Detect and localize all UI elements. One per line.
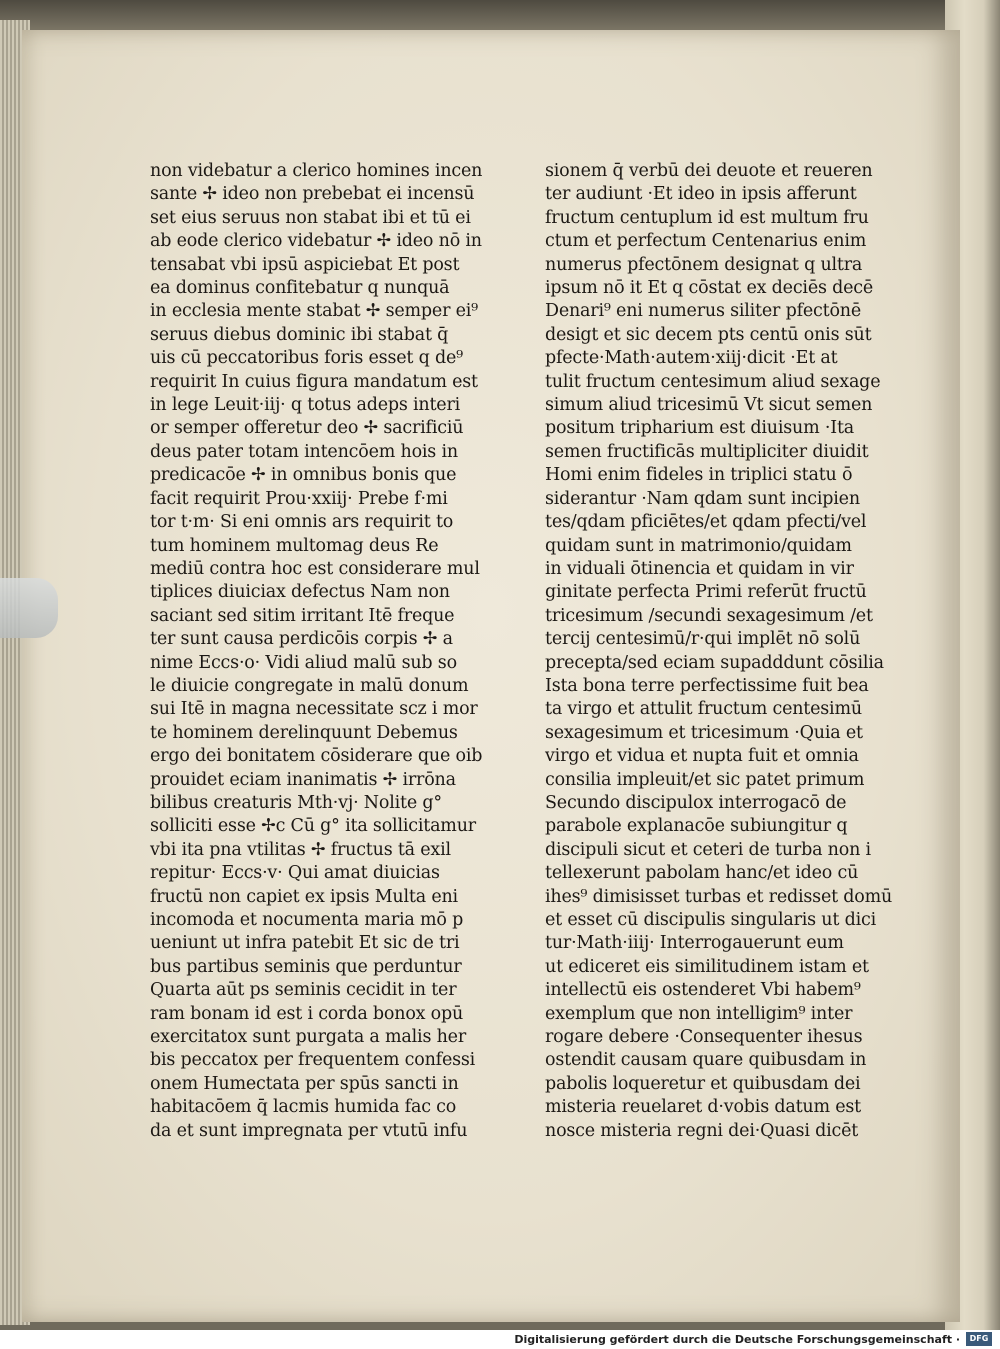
left-column-line: ter sunt causa perdicōis corpis ✢ a bbox=[150, 629, 453, 650]
right-column-line: numerus pfectōnem designat q ultra bbox=[545, 254, 863, 275]
left-column-line: Quarta aūt ps seminis cecidit in ter bbox=[150, 980, 457, 1001]
left-column-line: predicacōe ✢ in omnibus bonis que bbox=[150, 465, 457, 486]
left-column-line: in lege Leuit·iij· q totus adeps interi bbox=[150, 395, 461, 416]
right-column-line: tricesimum /secundi sexagesimum /et bbox=[545, 605, 873, 626]
left-column-line: exercitatox sunt purgata a malis her bbox=[150, 1027, 466, 1048]
left-column-line: non videbatur a clerico homines incen bbox=[150, 161, 483, 181]
right-column-line: ipsum nō it Et q cōstat ex deciēs decē bbox=[545, 278, 874, 299]
left-column-line: ueniunt ut infra patebit Et sic de tri bbox=[150, 933, 460, 954]
left-column-line: seruus diebus dominic ibi stabat q̄ bbox=[150, 324, 449, 345]
left-column-line: saciant sed sitim irritant Itē freque bbox=[150, 605, 455, 626]
left-column-line: te hominem derelinquunt Debemus bbox=[150, 722, 458, 743]
left-column-line: solliciti esse ✢c Cū g° ita sollicitamur bbox=[150, 816, 476, 837]
right-column-line: precepta/sed eciam supadddunt cōsilia bbox=[545, 652, 884, 673]
right-column-line: tur·Math·iiij· Interrogauerunt eum bbox=[545, 933, 844, 954]
left-column-line: or semper offeretur deo ✢ sacrificiū bbox=[150, 418, 464, 439]
right-column-line: Homi enim fideles in triplici statu ō bbox=[545, 465, 853, 486]
right-column-line: consilia impleuit/et sic patet primum bbox=[545, 769, 865, 790]
right-column-line: ctum et perfectum Centenarius enim bbox=[545, 231, 867, 252]
left-column-line: da et sunt impregnata per vtutū infu bbox=[150, 1120, 468, 1141]
right-text-column bbox=[545, 160, 893, 1143]
right-column-line: quidam sunt in matrimonio/quidam bbox=[545, 535, 852, 556]
right-column-line: tellexerunt pabolam hanc/et ideo cū bbox=[545, 863, 859, 884]
left-column-line: le diuicie congregate in malū donum bbox=[150, 675, 469, 696]
right-column-line: tes/qdam pficiētes/et qdam pfecti/vel bbox=[545, 512, 867, 533]
left-column-line: tensabat vbi ipsū aspiciebat Et post bbox=[150, 254, 460, 275]
left-column-line: tor t·m· Si eni omnis ars requirit to bbox=[150, 512, 454, 533]
right-column-line: ut ediceret eis similitudinem istam et bbox=[545, 956, 869, 977]
left-column-line: fructū non capiet ex ipsis Multa eni bbox=[150, 886, 458, 907]
left-column-line: incomoda et nocumenta maria mō p bbox=[150, 910, 464, 930]
left-column-line: ergo dei bonitatem cōsiderare que oib bbox=[150, 746, 483, 767]
right-column-line: desigt et sic decem pts centū onis sūt bbox=[545, 324, 872, 345]
left-column-line: requirit In cuius figura mandatum est bbox=[150, 371, 478, 392]
left-column-line: bilibus creaturis Mth·vj· Nolite g° bbox=[150, 792, 442, 813]
left-column-line: ram bonam id est i corda bonox opū bbox=[150, 1003, 464, 1024]
left-column-line: bus partibus seminis que perduntur bbox=[150, 956, 462, 977]
left-column-line: mediū contra hoc est considerare mul bbox=[150, 558, 480, 579]
right-column-line: ginitate perfecta Primi referūt fructū bbox=[545, 582, 867, 603]
right-column-line: Denari⁹ eni numerus siliter pfectōnē bbox=[545, 301, 862, 322]
right-column-line: parabole explanacōe subiungitur q bbox=[545, 816, 848, 837]
left-column-line: prouidet eciam inanimatis ✢ irrōna bbox=[150, 769, 456, 790]
left-column-line: sui Itē in magna necessitate scz i mor bbox=[150, 699, 478, 720]
left-column-line: vbi ita pna vtilitas ✢ fructus tā exil bbox=[150, 839, 451, 860]
left-column-line: nime Eccs·o· Vidi aliud malū sub so bbox=[150, 652, 457, 673]
left-column-line: tiplices diuiciax defectus Nam non bbox=[150, 582, 450, 603]
right-column-line: ta virgo et attulit fructum centesimū bbox=[545, 699, 862, 720]
right-column-line: Secundo discipulox interrogacō de bbox=[545, 792, 847, 813]
right-column-line: Ista bona terre perfectissime fuit bea bbox=[545, 675, 869, 696]
right-column-line: ostendit causam quare quibusdam in bbox=[545, 1050, 867, 1071]
right-column-line: semen fructificās multipliciter diuidit bbox=[545, 441, 869, 462]
right-column-line: sexagesimum et tricesimum ·Quia et bbox=[545, 722, 863, 743]
left-column-line: repitur· Eccs·v· Qui amat diuicias bbox=[150, 863, 440, 884]
right-column-line: in viduali ōtinencia et quidam in vir bbox=[545, 558, 854, 579]
right-column-line: pabolis loqueretur et quibusdam dei bbox=[545, 1073, 861, 1094]
left-column-line: uis cū peccatoribus foris esset q de⁹ bbox=[150, 348, 463, 369]
left-column-line: deus pater totam intencōem hois in bbox=[150, 441, 458, 462]
right-column-line: misteria reuelaret d·vobis datum est bbox=[545, 1097, 862, 1118]
right-column-line: sionem q̄ verbū dei deuote et reueren bbox=[545, 161, 873, 181]
right-column-line: positum tripharium est diuisum ·Ita bbox=[545, 418, 855, 439]
right-column-line: tulit fructum centesimum aliud sexage bbox=[545, 371, 881, 392]
left-column-line: sante ✢ ideo non prebebat ei incensū bbox=[150, 184, 475, 205]
right-column-line: exemplum que non intelligim⁹ inter bbox=[545, 1003, 853, 1024]
right-column-line: siderantur ·Nam qdam sunt incipien bbox=[545, 488, 860, 509]
left-column-line: bis peccatox per frequentem confessi bbox=[150, 1050, 476, 1071]
right-column-line: discipuli sicut et ceteri de turba non i bbox=[545, 839, 871, 860]
right-column-line: tercij centesimū/r·qui implēt nō solū bbox=[545, 629, 861, 650]
right-column-line: et esset cū discipulis singularis ut dici bbox=[545, 910, 876, 930]
right-column-line: ter audiunt ·Et ideo in ipsis afferunt bbox=[545, 184, 857, 205]
left-column-line: set eius seruus non stabat ibi et tū ei bbox=[150, 207, 471, 228]
left-column-line: tum hominem multomag deus Re bbox=[150, 535, 439, 556]
page-clip bbox=[0, 578, 58, 638]
right-column-line: nosce misteria regni dei·Quasi dicēt bbox=[545, 1120, 859, 1141]
right-column-line: rogare debere ·Consequenter ihesus bbox=[545, 1027, 863, 1048]
right-column-line: virgo et vidua et nupta fuit et omnia bbox=[545, 746, 859, 767]
right-column-line: fructum centuplum id est multum fru bbox=[545, 207, 869, 228]
right-column-line: simum aliud tricesimū Vt sicut semen bbox=[545, 395, 873, 416]
left-column-line: in ecclesia mente stabat ✢ semper ei⁹ bbox=[150, 301, 478, 322]
digitization-credit: Digitalisierung gefördert durch die Deutsche Forschungsgemeinschaft · bbox=[514, 1333, 960, 1346]
right-column-line: ihes⁹ dimisisset turbas et redisset domū bbox=[545, 886, 893, 907]
left-column-line: ea dominus confitebatur q nunquā bbox=[150, 278, 450, 299]
left-column-line: onem Humectata per spūs sancti in bbox=[150, 1073, 459, 1094]
left-column-line: ab eode clerico videbatur ✢ ideo nō in bbox=[150, 231, 482, 252]
right-column-line: intellectū eis ostenderet Vbi habem⁹ bbox=[545, 980, 861, 1001]
scan-background-top bbox=[0, 0, 1000, 30]
left-text-column bbox=[150, 160, 483, 1143]
dfg-logo: DFG bbox=[966, 1332, 992, 1346]
right-column-line: pfecte·Math·autem·xiij·dicit ·Et at bbox=[545, 348, 838, 369]
left-column-line: facit requirit Prou·xxiij· Prebe f·mi bbox=[150, 488, 448, 509]
left-column-line: habitacōem q̄ lacmis humida fac co bbox=[150, 1097, 457, 1118]
